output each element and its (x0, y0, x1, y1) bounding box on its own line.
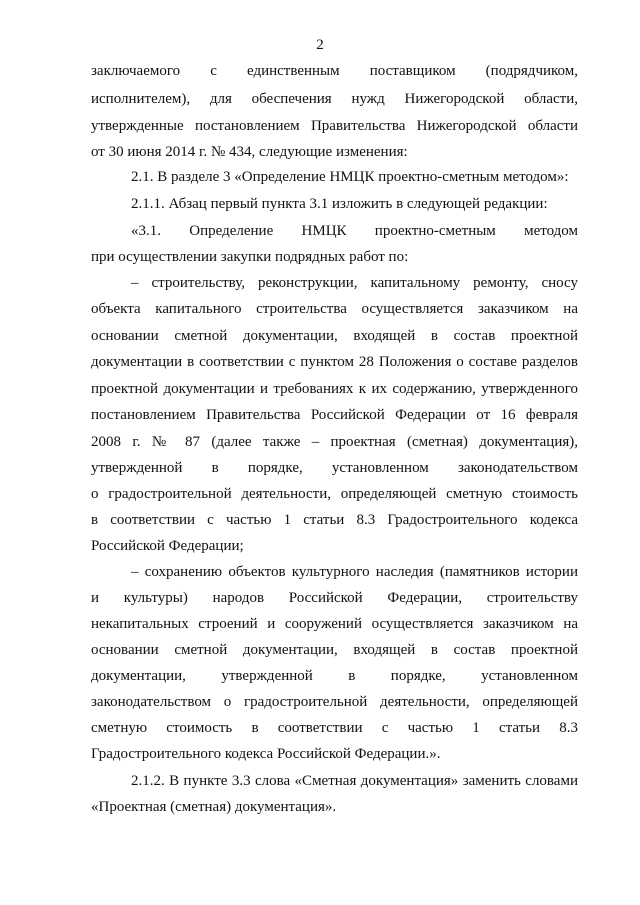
text-line: сметную стоимость в соответствии с частью 1 статьи 8.3 (91, 720, 578, 736)
text-line: утвержденной в порядке, установленном законодательством (91, 460, 578, 476)
text-line: 2.1.1. Абзац первый пункта 3.1 изложить в следующей редакции: (131, 196, 548, 212)
text-line: – сохранению объектов культурного наследия (памятников истории (131, 564, 578, 580)
text-line: исполнителем), для обеспечения нужд Нижегородской области, (91, 91, 578, 107)
text-line: объекта капитального строительства осуществляется заказчиком на (91, 301, 578, 317)
text-line: в соответствии с частью 1 статьи 8.3 Градостроительного кодекса (91, 512, 578, 528)
text-line: и культуры) народов Российской Федерации, строительству (91, 590, 578, 606)
text-line: – строительству, реконструкции, капитальному ремонту, сносу (131, 275, 578, 291)
text-line: утвержденные постановлением Правительства Нижегородской области (91, 118, 578, 134)
text-line: проектной документации и требованиях к их содержанию, утвержденного (91, 381, 578, 397)
text-line: 2008 г. № 87 (далее также – проектная (сметная) документация), (91, 434, 578, 450)
text-line: основании сметной документации, входящей в состав проектной (91, 642, 578, 658)
text-line: от 30 июня 2014 г. № 434, следующие изменения: (91, 144, 408, 160)
text-line: документации, утвержденной в порядке, установленном (91, 668, 578, 684)
text-line: «3.1. Определение НМЦК проектно-сметным методом (131, 223, 578, 239)
text-line: о градостроительной деятельности, определяющей сметную стоимость (91, 486, 578, 502)
text-line: постановлением Правительства Российской Федерации от 16 февраля (91, 407, 578, 423)
text-line: заключаемого с единственным поставщиком (подрядчиком, (91, 63, 578, 79)
text-line: 2.1. В разделе 3 «Определение НМЦК проектно-сметным методом»: (131, 169, 569, 185)
text-line: при осуществлении закупки подрядных работ по: (91, 249, 409, 265)
text-line: 2.1.2. В пункте 3.3 слова «Сметная документация» заменить словами (131, 773, 578, 789)
text-line: Градостроительного кодекса Российской Федерации.». (91, 746, 441, 762)
text-line: основании сметной документации, входящей в состав проектной (91, 328, 578, 344)
text-line: Российской Федерации; (91, 538, 244, 554)
page-number: 2 (316, 37, 324, 53)
text-line: законодательством о градостроительной деятельности, определяющей (91, 694, 578, 710)
text-line: некапитальных строений и сооружений осуществляется заказчиком на (91, 616, 578, 632)
text-line: документации в соответствии с пунктом 28 Положения о составе разделов (91, 354, 578, 370)
text-line: «Проектная (сметная) документация». (91, 799, 337, 815)
